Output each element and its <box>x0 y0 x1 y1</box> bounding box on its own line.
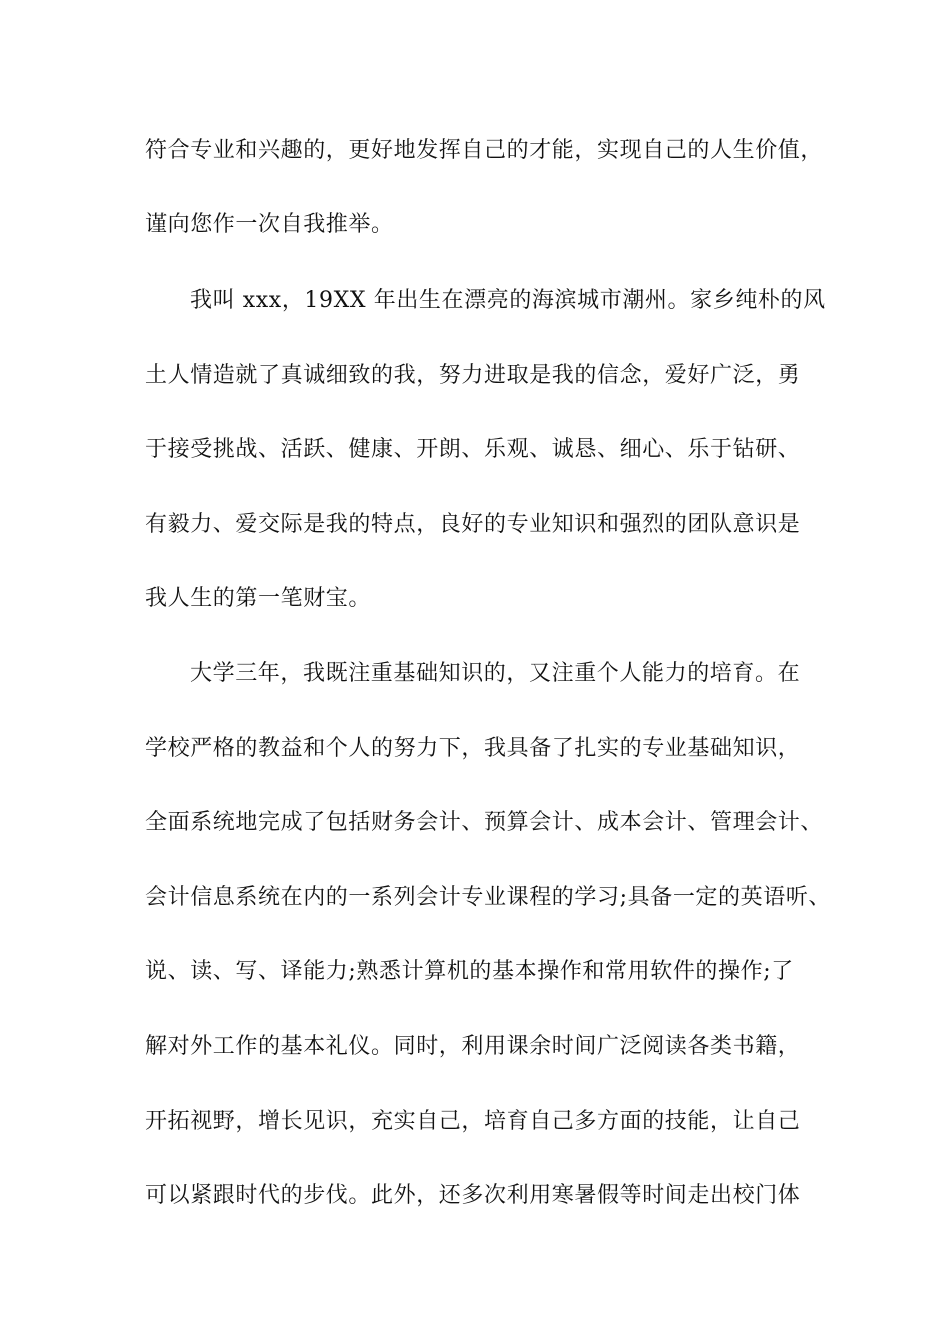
text-line: 说、读、写、译能力;熟悉计算机的基本操作和常用软件的操作;了 <box>145 959 794 984</box>
text-line: 开拓视野，增长见识，充实自己，培育自己多方面的技能，让自己 <box>145 1109 801 1134</box>
text-line: 符合专业和兴趣的，更好地发挥自己的才能，实现自己的人生价值， <box>145 138 824 163</box>
text-line: 可以紧跟时代的步伐。此外，还多次利用寒暑假等时间走出校门体 <box>145 1183 801 1208</box>
paragraph-start-line: 大学三年，我既注重基础知识的，又注重个人能力的培育。在 <box>190 661 801 686</box>
text-line: 土人情造就了真诚细致的我，努力进取是我的信念，爱好广泛，勇 <box>145 363 801 388</box>
text-line: 全面系统地完成了包括财务会计、预算会计、成本会计、管理会计、 <box>145 810 824 835</box>
text-line: 于接受挑战、活跃、健康、开朗、乐观、诚恳、细心、乐于钻研、 <box>145 437 801 462</box>
text-line: 我人生的第一笔财宝。 <box>145 586 372 611</box>
paragraph-start-line: 我叫 xxx，19XX 年出生在漂亮的海滨城市潮州。家乡纯朴的风 <box>190 288 826 313</box>
text-line: 有毅力、爱交际是我的特点，良好的专业知识和强烈的团队意识是 <box>145 512 801 537</box>
text-line: 学校严格的教益和个人的努力下，我具备了扎实的专业基础知识， <box>145 736 801 761</box>
text-line: 会计信息系统在内的一系列会计专业课程的学习;具备一定的英语听、 <box>145 885 832 910</box>
text-line: 谨向您作一次自我推举。 <box>145 212 394 237</box>
text-line: 解对外工作的基本礼仪。同时，利用课余时间广泛阅读各类书籍， <box>145 1034 801 1059</box>
